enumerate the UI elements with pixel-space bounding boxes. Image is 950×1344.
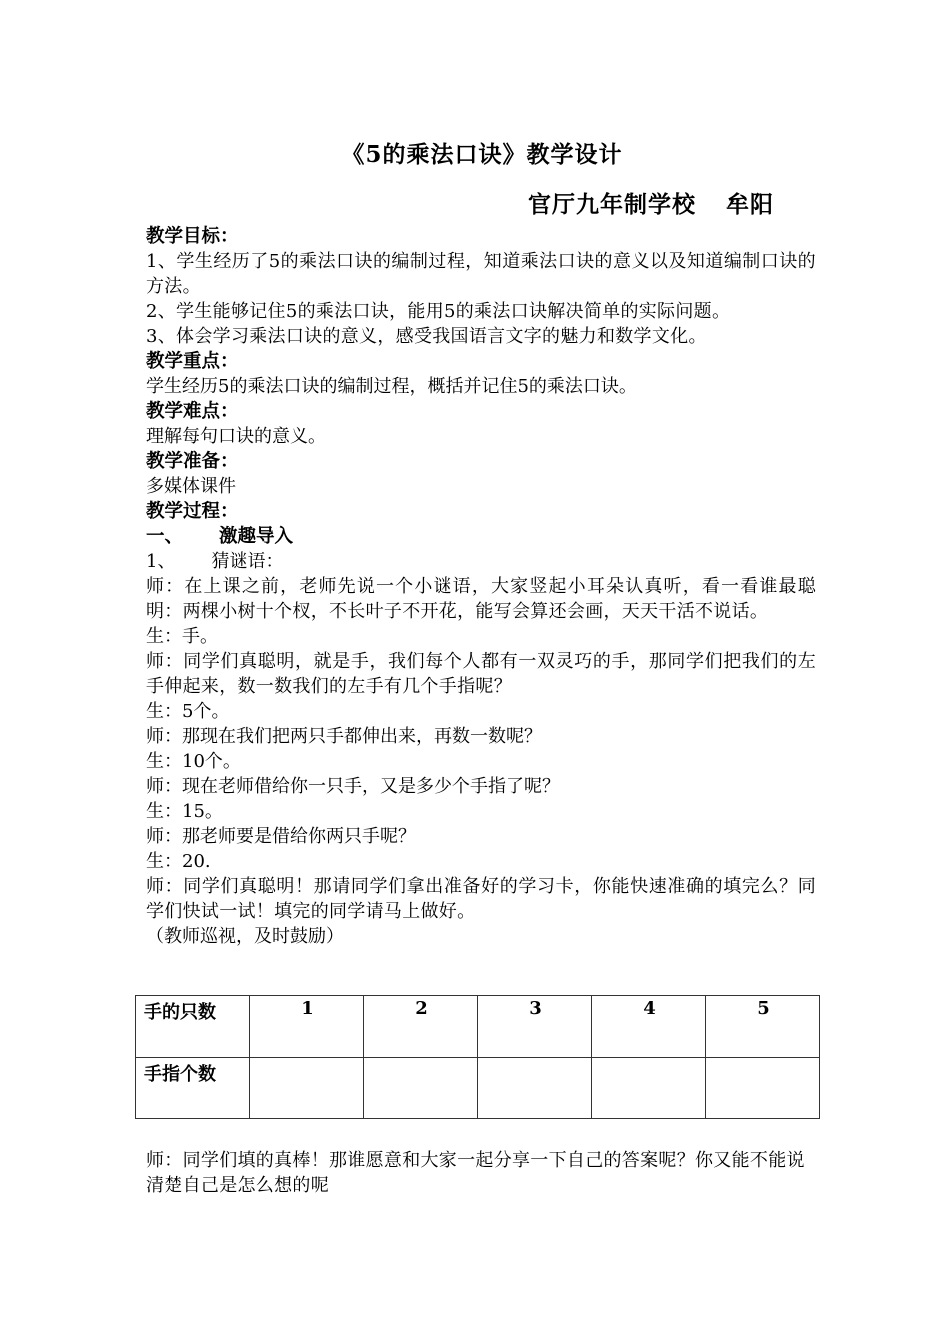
dialogue-line: 生：20. [146, 851, 211, 872]
dialogue-line: 师：在上课之前，老师先说一个小谜语，大家竖起小耳朵认真听，看一看谁最聪明：两棵小树十个杈，不长叶子不开花，能写会算还会画，天天干活不说话。 [146, 576, 816, 622]
hands-cell: 2 [364, 996, 478, 1058]
section-heading [146, 524, 816, 549]
dialogue-line: 师：同学们填的真棒！那谁愿意和大家一起分享一下自己的答案呢？你又能不能说清楚自己是怎么想的呢 [146, 1150, 805, 1196]
dialogue-line: 师：同学们真聪明，就是手，我们每个人都有一双灵巧的手，那同学们把我们的左手伸起来，数一数我们的左手有几个手指呢？ [146, 651, 816, 697]
closing-dialogue [146, 1148, 816, 1198]
preparation-text: 多媒体课件 [146, 476, 236, 497]
section-title: 激趣导入 [219, 526, 294, 547]
dialogue-line: （教师巡视，及时鼓励） [146, 926, 344, 947]
dialogue-line: 师：同学们真聪明！那请同学们拿出准备好的学习卡，你能快速准确的填完么？同学们快试一试！填完的同学请马上做好。 [146, 876, 816, 922]
fingers-cell-blank [592, 1057, 706, 1119]
process-heading: 教学过程： [146, 501, 239, 522]
document-body [146, 224, 816, 949]
dialogue-line: 师：现在老师借给你一只手，又是多少个手指了呢？ [146, 776, 560, 797]
dialogue-line: 生：10个。 [146, 751, 241, 772]
dialogue-line: 生：15。 [146, 801, 223, 822]
dialogue-line: 师：那老师要是借给你两只手呢？ [146, 826, 416, 847]
key-points-text: 学生经历5的乘法口诀的编制过程，概括并记住5的乘法口诀。 [146, 376, 637, 397]
step-heading [146, 549, 816, 574]
difficulties-heading: 教学难点： [146, 401, 239, 422]
table-row [136, 996, 820, 1058]
hands-cell: 4 [592, 996, 706, 1058]
table-row [136, 1057, 820, 1119]
dialogue-line: 生：5个。 [146, 701, 230, 722]
author-school: 官厅九年制学校 [528, 191, 696, 218]
author-name: 牟阳 [726, 191, 774, 218]
document-title: 《5的乘法口诀》教学设计 [341, 141, 623, 168]
row-header-fingers: 手指个数 [136, 1057, 250, 1119]
hands-cell: 3 [478, 996, 592, 1058]
step-number: 1、 [146, 551, 176, 572]
hands-cell: 1 [250, 996, 364, 1058]
fingers-cell-blank [706, 1057, 820, 1119]
fingers-cell-blank [250, 1057, 364, 1119]
preparation-heading: 教学准备： [146, 451, 239, 472]
step-title: 猜谜语： [211, 551, 284, 572]
difficulties-text: 理解每句口诀的意义。 [146, 426, 326, 447]
key-points-heading: 教学重点： [146, 351, 239, 372]
objective-item-1: 1、学生经历了5的乘法口诀的编制过程，知道乘法口诀的意义以及知道编制口诀的方法。 [146, 251, 816, 297]
objectives-heading: 教学目标： [146, 226, 239, 247]
fingers-cell-blank [478, 1057, 592, 1119]
dialogue-line: 生：手。 [146, 626, 218, 647]
hands-cell: 5 [706, 996, 820, 1058]
section-number: 一、 [146, 526, 184, 547]
objective-item-2: 2、学生能够记住5的乘法口诀，能用5的乘法口诀解决简单的实际问题。 [146, 301, 731, 322]
author-line [528, 186, 774, 219]
dialogue-line: 师：那现在我们把两只手都伸出来，再数一数呢？ [146, 726, 542, 747]
row-header-hands: 手的只数 [136, 996, 250, 1058]
fingers-cell-blank [364, 1057, 478, 1119]
learning-card-table [135, 995, 820, 1119]
objective-item-3: 3、体会学习乘法口诀的意义，感受我国语言文字的魅力和数学文化。 [146, 326, 707, 347]
